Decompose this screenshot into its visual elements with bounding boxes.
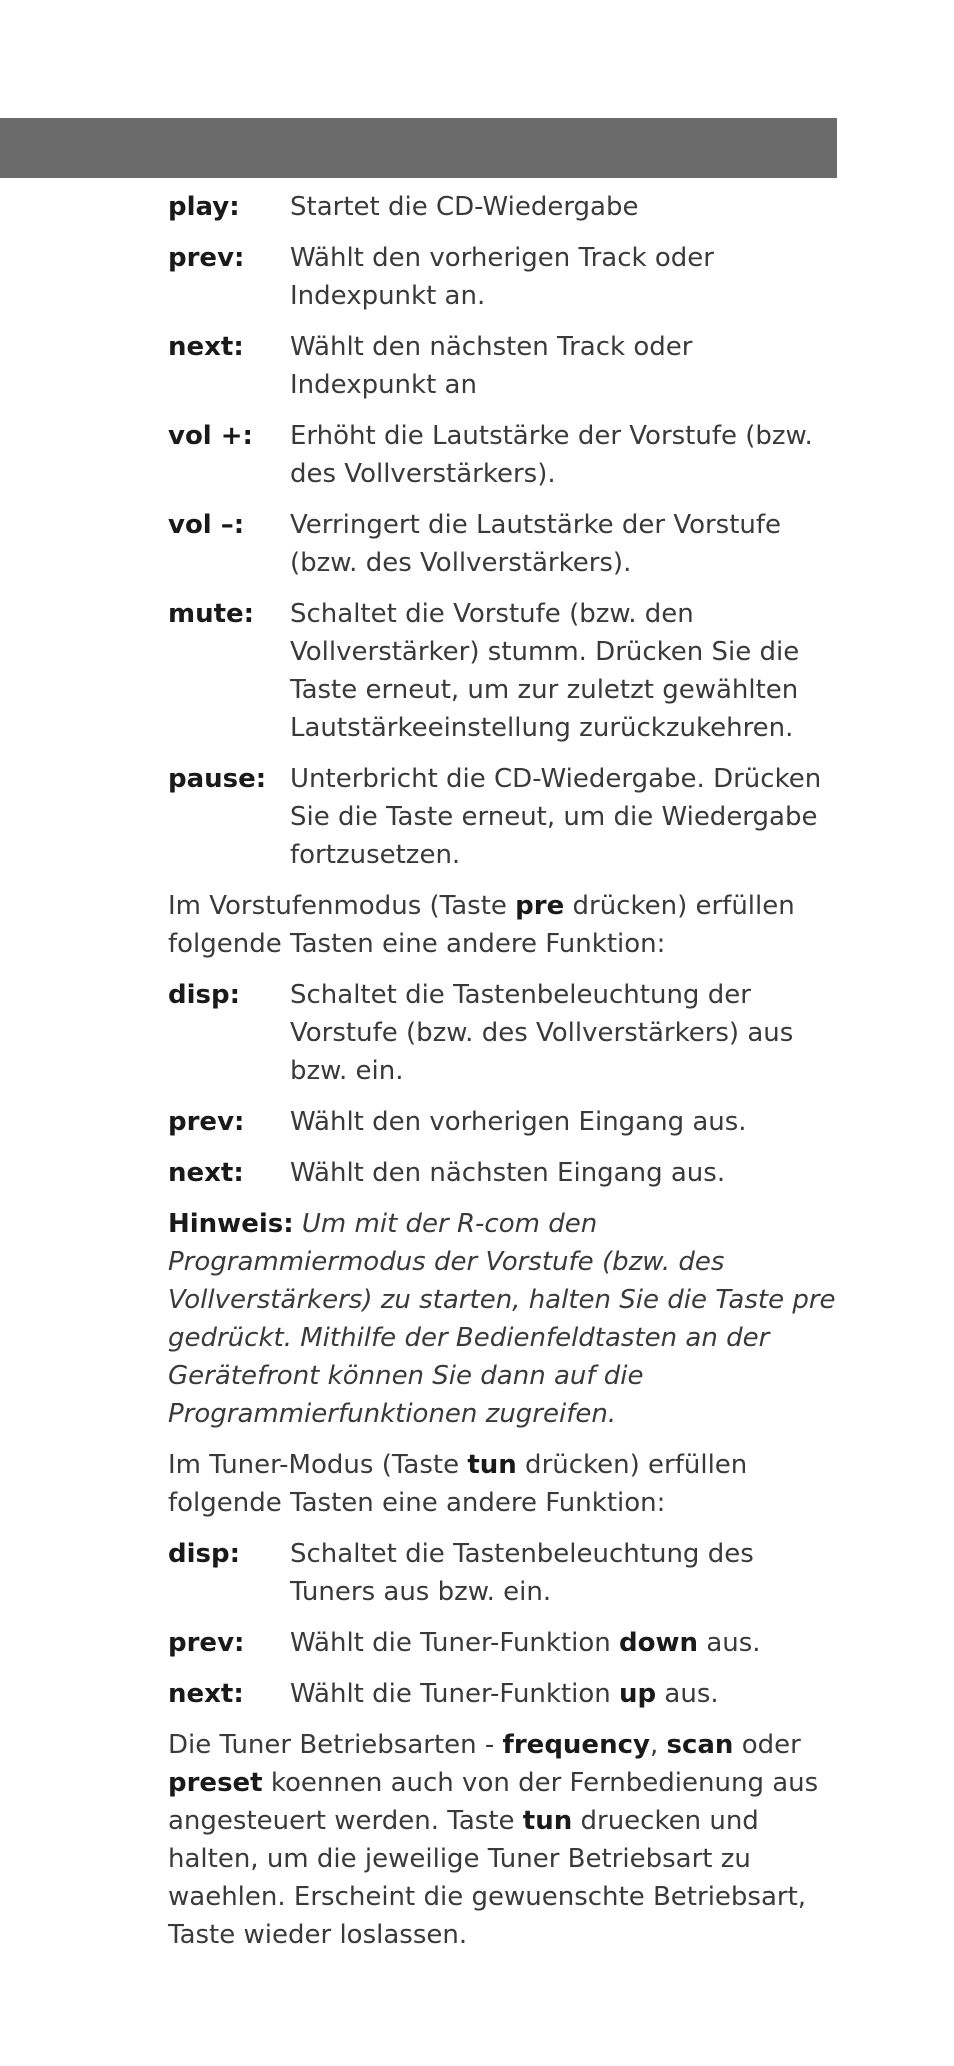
term: play:: [168, 192, 240, 222]
description: Schaltet die Tastenbeleuchtung des Tuners aus bzw. ein.: [290, 1539, 754, 1607]
term: next:: [168, 1679, 244, 1709]
term: disp:: [168, 980, 241, 1010]
description: Wählt den vorherigen Track oder Indexpunkt an.: [290, 243, 714, 311]
text: koennen auch von der Fernbedienung aus angesteuert werden. Taste: [168, 1768, 819, 1836]
key-name: pre: [515, 891, 565, 921]
definition-row: [168, 976, 838, 1090]
term: disp:: [168, 1539, 241, 1569]
text: Die Tuner Betriebsarten -: [168, 1730, 503, 1760]
text: aus.: [698, 1628, 761, 1658]
header-bar: [0, 118, 837, 178]
description: Startet die CD-Wiedergabe: [290, 192, 639, 222]
key-name: frequency: [502, 1730, 650, 1760]
definition-row: [168, 239, 838, 315]
text: ,: [649, 1730, 667, 1760]
description: Erhöht die Lautstärke der Vorstufe (bzw. des Vollverstärkers).: [290, 421, 813, 489]
term: next:: [168, 1158, 244, 1188]
text: Im Vorstufenmodus (Taste: [168, 891, 516, 921]
description: Wählt den nächsten Track oder Indexpunkt an: [290, 332, 693, 400]
hinweis-note: [168, 1205, 838, 1433]
description: Schaltet die Vorstufe (bzw. den Vollverstärker) stumm. Drücken Sie die Taste erneut, um zur zuletzt gewählten Lautstärkeeinstellung zurückzukehren.: [290, 599, 800, 743]
text: Im Tuner-Modus (Taste: [168, 1450, 468, 1480]
tuner-intro-paragraph: [168, 1446, 838, 1522]
note-text: Um mit der R-com den Programmiermodus der Vorstufe (bzw. des Vollverstärkers) zu starten, halten Sie die Taste pre gedrückt. Mithilfe der Bedienfeldtasten an der Gerätefront können Sie dann auf die Programmierfunktionen zugreifen.: [168, 1209, 836, 1429]
text: Wählt die Tuner-Funktion: [290, 1679, 620, 1709]
description: Schaltet die Tastenbeleuchtung der Vorstufe (bzw. des Vollverstärkers) aus bzw. ein.: [290, 980, 794, 1086]
text: Wählt die Tuner-Funktion: [290, 1628, 620, 1658]
text: druecken und halten, um die jeweilige Tuner Betriebsart zu waehlen. Erscheint die gewuenschte Betriebsart, Taste wieder loslassen.: [168, 1806, 807, 1950]
definition-row: [168, 1624, 838, 1662]
definition-row: [168, 506, 838, 582]
text: drücken) erfüllen folgende Tasten eine andere Funktion:: [168, 1450, 748, 1518]
description: [290, 1624, 838, 1662]
definition-row: [168, 760, 838, 874]
term: mute:: [168, 599, 255, 629]
definition-row: [168, 1535, 838, 1611]
closing-paragraph: [168, 1726, 838, 1954]
manual-content: [168, 188, 838, 1967]
key-name: preset: [168, 1768, 263, 1798]
key-name: tun: [467, 1450, 517, 1480]
key-name: down: [619, 1628, 699, 1658]
term: prev:: [168, 1628, 245, 1658]
definition-row: [168, 328, 838, 404]
text: drücken) erfüllen folgende Tasten eine andere Funktion:: [168, 891, 795, 959]
term: prev:: [168, 243, 245, 273]
term: pause:: [168, 764, 267, 794]
description: Wählt den vorherigen Eingang aus.: [290, 1107, 747, 1137]
definition-row: [168, 1675, 838, 1713]
key-name: tun: [522, 1806, 573, 1836]
description: [290, 1675, 838, 1713]
term: next:: [168, 332, 244, 362]
note-label: Hinweis:: [168, 1209, 294, 1239]
definition-row: [168, 595, 838, 747]
definition-row: [168, 1103, 838, 1141]
description: Verringert die Lautstärke der Vorstufe (bzw. des Vollverstärkers).: [290, 510, 782, 578]
key-name: scan: [666, 1730, 734, 1760]
description: Unterbricht die CD-Wiedergabe. Drücken Sie die Taste erneut, um die Wiedergabe fortzusetzen.: [290, 764, 822, 870]
key-name: up: [619, 1679, 657, 1709]
definition-row: [168, 417, 838, 493]
text: aus.: [656, 1679, 719, 1709]
term: prev:: [168, 1107, 245, 1137]
text: oder: [733, 1730, 801, 1760]
term: vol –:: [168, 510, 245, 540]
definition-row: [168, 1154, 838, 1192]
description: Wählt den nächsten Eingang aus.: [290, 1158, 726, 1188]
term: vol +:: [168, 421, 253, 451]
preamp-intro-paragraph: [168, 887, 838, 963]
definition-row: [168, 188, 838, 226]
